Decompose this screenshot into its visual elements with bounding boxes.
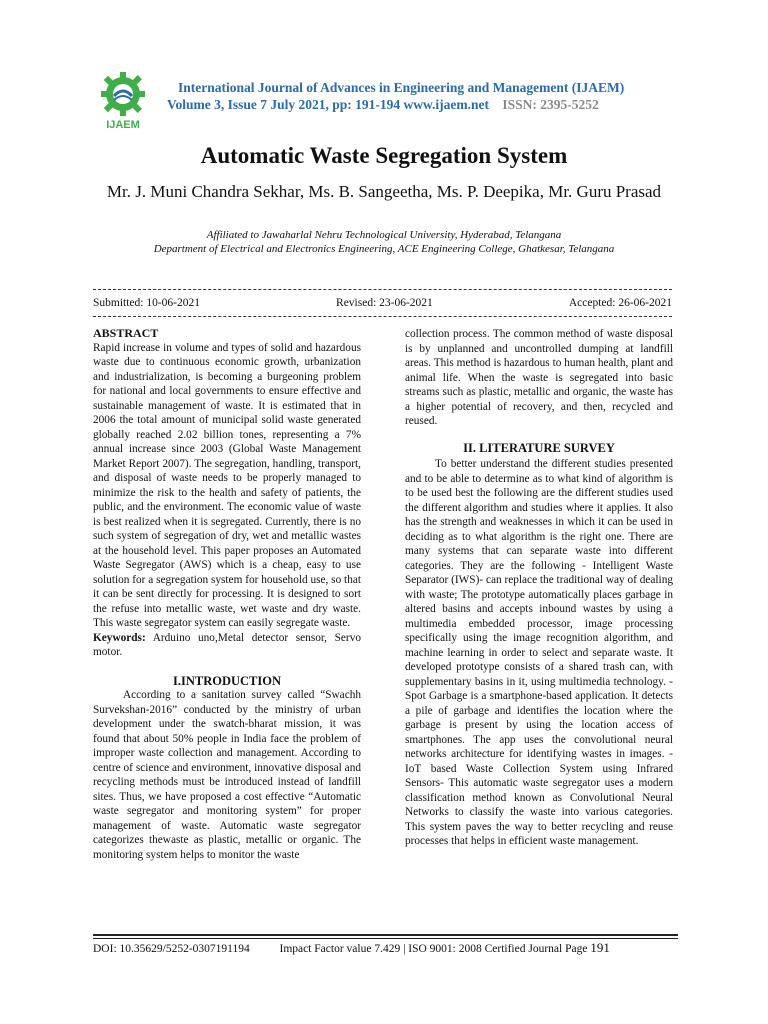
footer-rule [93, 934, 678, 936]
footer-impact: Impact Factor value 7.429 [279, 943, 401, 955]
keywords-label: Keywords: [93, 631, 146, 644]
divider-bottom [93, 316, 672, 317]
footer-iso: | ISO 9001: 2008 Certified Journal [403, 943, 563, 955]
abstract-text: Rapid increase in volume and types of solid and hazardous waste due to continuous economic growth, urbanization and industrialization, is becoming a burgeoning problem for national and local governments to ensure effective and sustainable management of waste. It is estimated that in 2006 the total amount of municipal solid waste generated globally reached 2.02 billion tones, representing a 7% annual increase since 2003 (Global Waste Management Market Report 2007). The segregation, handling, transport, and disposal of waste needs to be properly managed to minimize the risk to the health and safety of patients, the public, and the environment. The economic value of waste is best realized when it is segregated. Currently, there is no such system of segregation of dry, wet and metallic wastes at the household level. This paper proposes an Automated Waste Segregator (AWS) which is a cheap, easy to use solution for a segregation system for household use, so that it can be sent directly for processing. It is designed to sort the refuse into metallic waste, wet waste and dry waste. This waste segregator system can easily segregate waste. [93, 341, 361, 629]
paper-authors: Mr. J. Muni Chandra Sekhar, Ms. B. Sangeetha, Ms. P. Deepika, Mr. Guru Prasad [106, 182, 662, 201]
introduction-text: According to a sanitation survey called “Swachh Survekshan-2016” conducted by the ministry of urban development under the swatch-bharat mission, it was found that about 50% people in India face the problem of improper waste collection and management. According to centre of science and environment, innovative disposal and recycling methods must be introduced instead of landfill sites. Thus, we have proposed a cost effective “Automatic waste segregator and monitoring system” for proper management of waste. Automatic waste segregator categorizes thewaste as plastic, metallic or organic. The monitoring system helps to monitor the waste [93, 689, 361, 861]
keywords-text: Arduino uno,Metal detector sensor, Servo motor. [93, 631, 361, 658]
journal-issue-line [167, 97, 599, 113]
abstract-heading: ABSTRACT [93, 326, 159, 340]
paper-title: Automatic Waste Segregation System [200, 143, 568, 168]
journal-website-link[interactable]: www.ijaem.net [403, 97, 490, 112]
page-footer [93, 940, 678, 956]
journal-issue: Volume 3, Issue 7 July 2021, pp: 191-194 [167, 97, 401, 112]
literature-heading: II. LITERATURE SURVEY [463, 440, 615, 455]
footer-doi: DOI: 10.35629/5252-0307191194 [93, 943, 250, 955]
introduction-heading: I.INTRODUCTION [172, 673, 281, 688]
introduction-continued: collection process. The common method of waste disposal is by unplanned and uncontrolled dumping at landfill areas. This method is hazardous to human health, plant and animal life. When the waste is segregated into basic streams such as plastic, metallic and organic, the waste has a higher potential of recovery, and then, recycled and reused. [405, 328, 673, 427]
footer-page-label: Page [565, 943, 588, 955]
affiliation-department: Department of Electrical and Electronics Engineering, ACE Engineering College, Ghatkesar, Telangana [153, 243, 615, 255]
right-column [405, 327, 673, 849]
revised-date: Revised: 23-06-2021 [336, 297, 433, 309]
paper-affiliation [40, 228, 728, 256]
affiliation-university: Affiliated to Jawaharlal Nehru Technological University, Hyderabad, Telangana [206, 229, 562, 241]
keywords [93, 631, 361, 660]
footer-rule-thin [93, 938, 678, 939]
divider-top [93, 289, 672, 290]
journal-name: International Journal of Advances in Engineering and Management (IJAEM) [178, 80, 625, 95]
literature-text: To better understand the different studies presented and to be able to determine as to what kind of algorithm is to be used best the following are the different studies used the different algorithm and studies where it applies. It also has the strength and weaknesses in which it can be used in deciding as to what algorithm is the right one. There are many systems that can separate waste into different categories. They are the following - Intelligent Waste Separator (IWS)- can replace the traditional way of dealing with waste; The prototype automatically places garbage in altered basins and accepts inbound wastes by using a multimedia embedded processor, image processing specifically using the image recognition algorithm, and machine learning in order to select and separate waste. It developed prototype consists of a shared trash can, with supplementary basins in it, using multimedia technology. - Spot Garbage is a smartphone-based application. It detects a pile of garbage and identifies the location where the garbage is present by using the location access of smartphones. The app uses the convolutional neural networks architecture for identifying wastes in images. - IoT based Waste Collection System using Infrared Sensors- This automatic waste segregator uses a modern classification method known as Convolutional Neural Networks to classify the waste into various categories. This system paves the way to better recycling and reuse processes that helps in efficient waste management. [405, 458, 673, 847]
accepted-date: Accepted: 26-06-2021 [568, 297, 672, 309]
journal-logo [92, 68, 154, 130]
left-column [93, 326, 361, 862]
submission-dates [93, 297, 672, 309]
submitted-date: Submitted: 10-06-2021 [93, 297, 201, 309]
logo-wordmark: IJAEM [106, 119, 140, 130]
journal-issn: ISSN: 2395-5252 [502, 97, 599, 112]
footer-page-number: 191 [590, 940, 610, 955]
